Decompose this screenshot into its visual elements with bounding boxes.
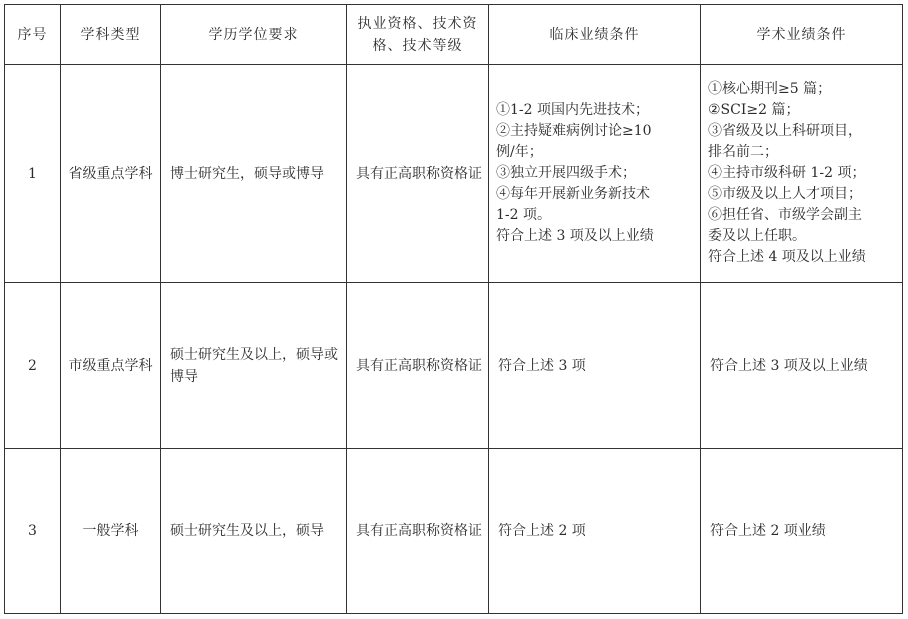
discipline-text: 一般学科: [82, 523, 139, 539]
discipline-text: 市级重点学科: [68, 357, 153, 374]
header-seq: 序号: [5, 5, 61, 65]
academic-line: 委及以上任职。: [708, 228, 806, 244]
qualification-cell: 具有正高职称资格证: [347, 449, 489, 614]
academic-cell: 符合上述 3 项及以上业绩: [701, 283, 903, 449]
header-qualification: 执业资格、技术资格、技术等级: [347, 5, 489, 65]
clinical-line: 1-2 项。: [496, 207, 551, 223]
discipline-cell: [61, 283, 161, 449]
academic-line: ④主持市级科研 1-2 项；: [708, 165, 866, 181]
clinical-line: ③独立开展四级手术；: [496, 165, 636, 181]
academic-line: 排名前二；: [708, 144, 778, 160]
clinical-cell: 符合上述 3 项: [489, 283, 701, 449]
degree-cell: 博士研究生，硕导或博导: [161, 65, 347, 283]
table-row: [5, 65, 903, 283]
header-row: [5, 5, 903, 65]
clinical-line: ④每年开展新业务新技术: [496, 186, 650, 202]
qualification-cell: 具有正高职称资格证: [347, 283, 489, 449]
seq-cell: 1: [5, 65, 61, 283]
clinical-line: ②主持疑难病例讨论≥10: [496, 123, 652, 139]
discipline-text: 省级重点学科: [68, 165, 153, 182]
seq-cell: 2: [5, 283, 61, 449]
discipline-cell: [61, 65, 161, 283]
requirements-table: [4, 4, 903, 614]
academic-line: ①核心期刊≥5 篇；: [708, 81, 832, 97]
academic-line: ⑥担任省、市级学会副主: [708, 207, 862, 223]
clinical-line: 符合上述 3 项及以上业绩: [496, 228, 654, 244]
degree-cell: 硕士研究生及以上，硕导: [161, 449, 347, 614]
header-discipline: 学科类型: [61, 5, 161, 65]
header-clinical: 临床业绩条件: [489, 5, 701, 65]
clinical-cell: [489, 65, 701, 283]
seq-cell: 3: [5, 449, 61, 614]
academic-line: 符合上述 4 项及以上业绩: [708, 249, 866, 265]
header-academic: 学术业绩条件: [701, 5, 903, 65]
academic-line: ⑤市级及以上人才项目；: [708, 186, 862, 202]
clinical-line: ①1-2 项国内先进技术；: [496, 102, 649, 118]
academic-cell: 符合上述 2 项业绩: [701, 449, 903, 614]
table-row: [5, 449, 903, 614]
clinical-cell: 符合上述 2 项: [489, 449, 701, 614]
academic-line: ②SCI≥2 篇；: [708, 102, 800, 118]
qualification-cell: 具有正高职称资格证: [347, 65, 489, 283]
header-degree: 学历学位要求: [161, 5, 347, 65]
academic-line: ③省级及以上科研项目，: [708, 123, 862, 139]
degree-cell: 硕士研究生及以上，硕导或博导: [161, 283, 347, 449]
discipline-cell: [61, 449, 161, 614]
clinical-line: 例/年；: [496, 144, 543, 160]
academic-cell: [701, 65, 903, 283]
table-row: [5, 283, 903, 449]
